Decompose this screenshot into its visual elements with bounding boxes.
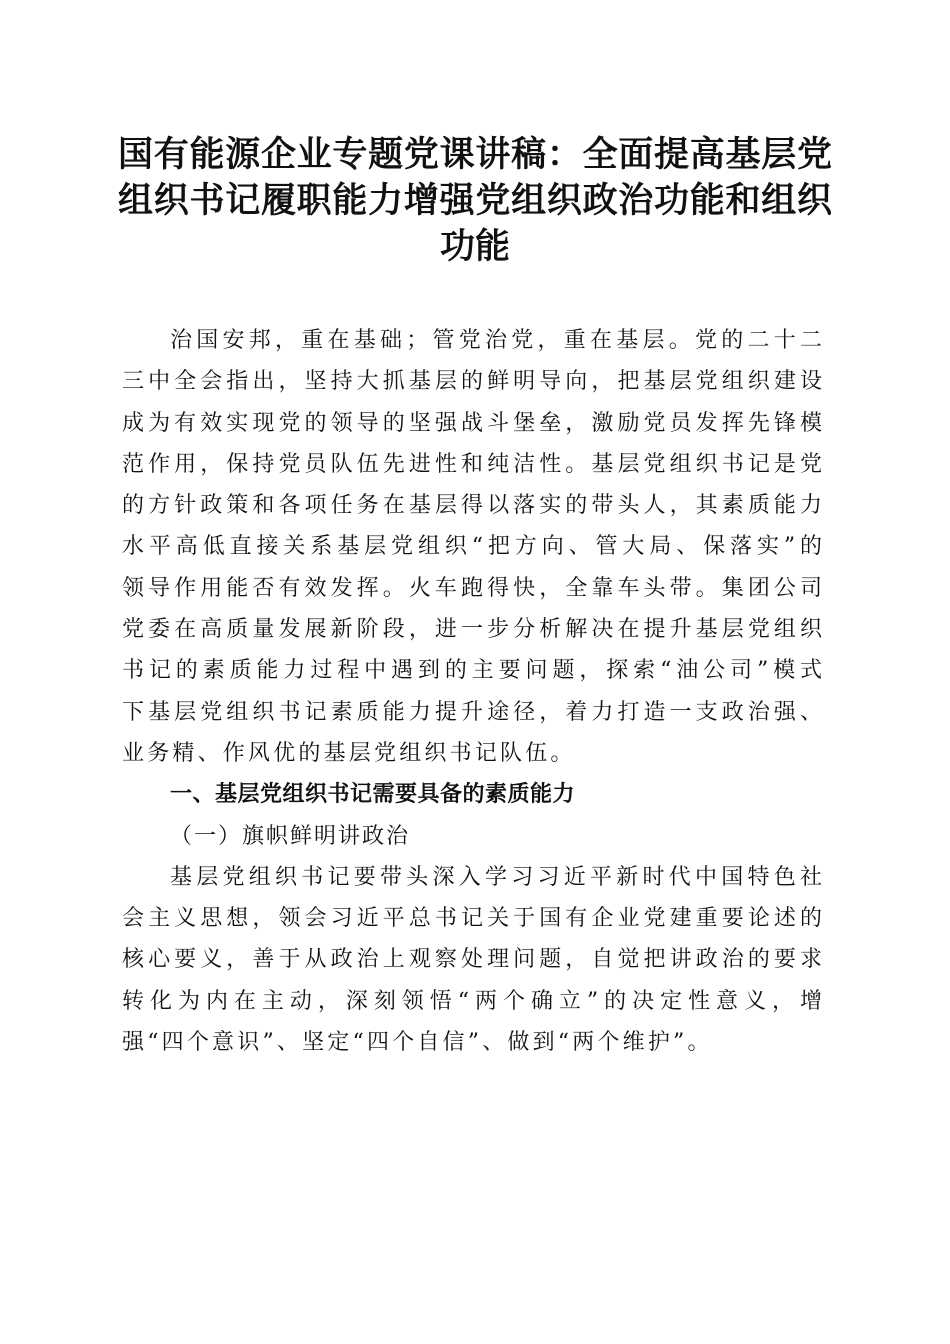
text-line: 水平高低直接关系基层党组织“把方向、管大局、保落实”的 <box>122 534 822 560</box>
text-line: 领导作用能否有效发挥。火车跑得快，全靠车头带。集团公司 <box>122 575 822 601</box>
text-line: 强“四个意识”、坚定“四个自信”、做到“两个维护”。 <box>122 1030 713 1056</box>
text-line: 书记的素质能力过程中遇到的主要问题，探索“油公司”模式 <box>122 658 822 684</box>
text-line: 的方针政策和各项任务在基层得以落实的带头人，其素质能力 <box>122 493 822 519</box>
text-line: 成为有效实现党的领导的坚强战斗堡垒，激励党员发挥先锋模 <box>122 410 822 436</box>
paragraph-intro <box>122 320 822 774</box>
text-line: 治国安邦，重在基础；管党治党，重在基层。党的二十二 <box>170 328 822 353</box>
text-line: 业务精、作风优的基层党组织书记队伍。 <box>122 740 576 766</box>
document-title <box>118 132 832 270</box>
text-line: 三中全会指出，坚持大抓基层的鲜明导向，把基层党组织建设 <box>122 369 822 395</box>
section-heading: 一、基层党组织书记需要具备的素质能力 <box>170 782 576 808</box>
title-line: 组织书记履职能力增强党组织政治功能和组织 <box>118 181 832 221</box>
text-line: 核心要义，善于从政治上观察处理问题，自觉把讲政治的要求 <box>122 947 822 973</box>
text-line: 会主义思想，领会习近平总书记关于国有企业党建重要论述的 <box>122 906 822 932</box>
text-line: 党委在高质量发展新阶段，进一步分析解决在提升基层党组织 <box>122 617 822 643</box>
text-line: 下基层党组织书记素质能力提升途径，着力打造一支政治强、 <box>122 699 822 725</box>
text-line: 基层党组织书记要带头深入学习习近平新时代中国特色社 <box>170 864 822 890</box>
text-line: 范作用，保持党员队伍先进性和纯洁性。基层党组织书记是党 <box>122 451 822 477</box>
title-line: 功能 <box>439 227 510 267</box>
paragraph-politics <box>122 857 822 1063</box>
text-line: 转化为内在主动，深刻领悟“两个确立”的决定性意义，增 <box>122 988 822 1014</box>
title-line: 国有能源企业专题党课讲稿：全面提高基层党 <box>118 135 832 175</box>
document-body <box>122 320 822 1063</box>
subsection-heading: （一）旗帜鲜明讲政治 <box>170 823 411 849</box>
